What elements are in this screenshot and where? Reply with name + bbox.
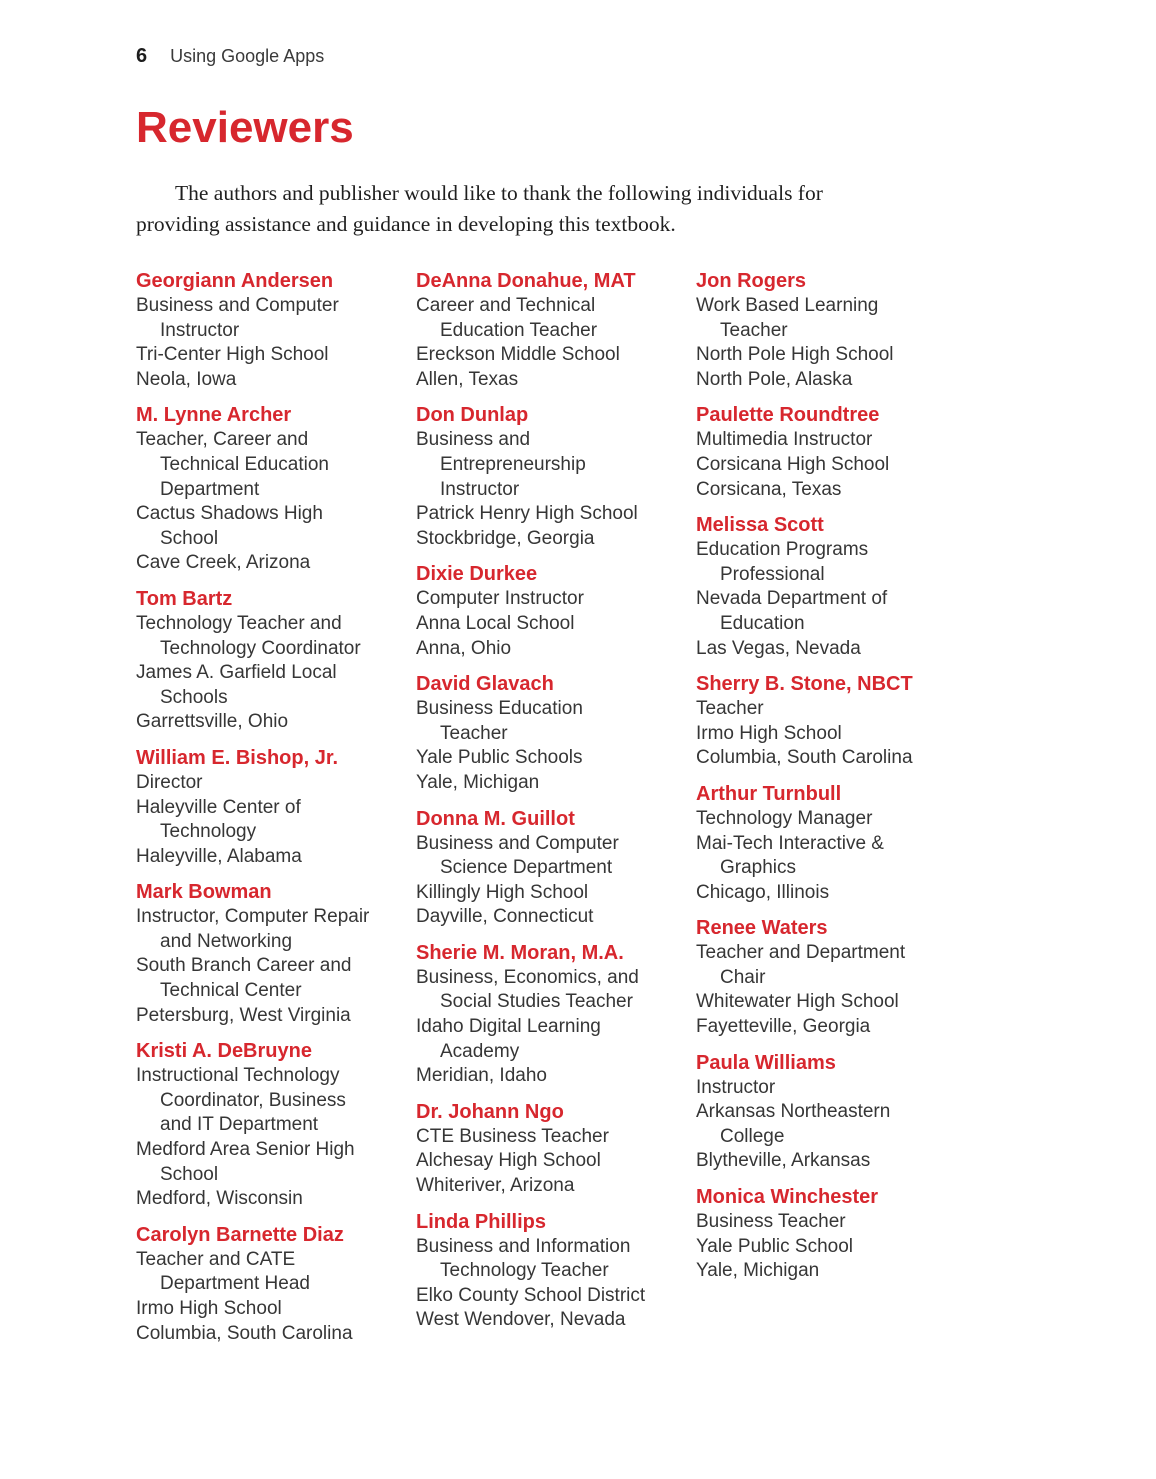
reviewer-detail-line: Instructor, Computer Repair (136, 906, 370, 928)
reviewer-detail-line: Department (160, 478, 260, 500)
reviewer-detail-line: Science Department (440, 857, 613, 879)
reviewer-name: William E. Bishop, Jr. (136, 746, 339, 769)
reviewer-detail-line: and Networking (160, 930, 293, 952)
reviewer-entry (696, 1185, 976, 1284)
reviewer-detail-line: Teacher, Career and (136, 429, 309, 451)
reviewer-detail-line: Arkansas Northeastern (696, 1101, 891, 1123)
running-header (136, 45, 1156, 68)
reviewer-entry (696, 782, 976, 905)
reviewer-detail-line: Nevada Department of (696, 588, 888, 610)
reviewer-detail-line: Work Based Learning (696, 295, 879, 316)
page-title: Reviewers (136, 103, 354, 152)
reviewer-detail-line: Yale Public Schools (416, 747, 583, 769)
reviewer-name: David Glavach (416, 673, 554, 696)
reviewer-entry (416, 807, 696, 930)
reviewer-detail-line: Whitewater High School (696, 991, 899, 1013)
reviewer-detail-line: Technical Education (160, 453, 329, 475)
reviewer-detail-line: Columbia, South Carolina (696, 747, 913, 769)
reviewer-entry (136, 403, 416, 576)
reviewer-detail-line: Director (136, 771, 203, 793)
reviewer-detail-line: Whiteriver, Arizona (416, 1175, 575, 1197)
reviewer-entry (696, 1051, 976, 1174)
reviewer-detail-line: Chicago, Illinois (696, 881, 830, 903)
reviewer-name: Don Dunlap (416, 404, 529, 427)
reviewer-name: Carolyn Barnette Diaz (136, 1223, 344, 1246)
reviewer-detail-line: North Pole High School (696, 344, 894, 366)
reviewer-detail-line: Stockbridge, Georgia (416, 527, 595, 549)
reviewer-detail-line: School (160, 1163, 219, 1185)
reviewer-detail-line: Teacher (696, 698, 764, 720)
reviewer-entry (416, 672, 696, 795)
reviewer-detail-line: Business and Information (416, 1235, 631, 1257)
reviewer-detail-line: Teacher and CATE (136, 1248, 296, 1270)
reviewer-detail-line: Technology Teacher and (136, 612, 342, 634)
reviewer-detail-line: CTE Business Teacher (416, 1125, 609, 1147)
reviewer-name: Georgiann Andersen (136, 270, 334, 292)
reviewer-detail-line: Education Programs (696, 539, 869, 561)
reviewer-name: Paula Williams (696, 1051, 836, 1074)
reviewer-detail-line: Education (720, 612, 805, 634)
reviewer-detail-line: Business Teacher (696, 1211, 846, 1233)
reviewer-entry (136, 269, 416, 392)
reviewer-detail-line: Computer Instructor (416, 588, 584, 610)
reviewer-detail-line: Medford Area Senior High (136, 1139, 355, 1161)
reviewer-entry (136, 746, 416, 869)
reviewer-detail-line: Dayville, Connecticut (416, 906, 594, 928)
reviewer-detail-line: Anna Local School (416, 612, 575, 634)
reviewer-name: Linda Phillips (416, 1210, 547, 1233)
reviewer-detail-line: Technology Manager (696, 807, 873, 829)
reviewer-entry (416, 269, 696, 392)
reviewer-name: Arthur Turnbull (696, 782, 842, 805)
reviewer-entry (136, 1223, 416, 1346)
reviewer-detail-line: Technology Teacher (440, 1260, 609, 1282)
reviewers-columns (136, 269, 1156, 1357)
reviewers-column-1 (136, 269, 416, 1357)
reviewer-detail-line: Social Studies Teacher (440, 991, 633, 1013)
reviewer-entry (416, 1210, 696, 1333)
reviewer-detail-line: Technology Coordinator (160, 637, 361, 659)
reviewer-entry (416, 403, 696, 551)
reviewer-entry (696, 269, 976, 392)
reviewer-detail-line: Petersburg, West Virginia (136, 1004, 351, 1026)
reviewer-detail-line: Teacher (720, 319, 788, 341)
page-number: 6 (136, 45, 148, 67)
reviewer-detail-line: Neola, Iowa (136, 368, 237, 390)
reviewer-detail-line: Business and (416, 429, 531, 451)
reviewer-name: Sherry B. Stone, NBCT (696, 673, 913, 696)
reviewer-detail-line: Cactus Shadows High (136, 503, 323, 525)
reviewer-detail-line: College (720, 1125, 785, 1147)
reviewer-detail-line: Haleyville Center of (136, 796, 301, 818)
reviewer-detail-line: Las Vegas, Nevada (696, 637, 861, 659)
reviewer-detail-line: Idaho Digital Learning (416, 1016, 601, 1038)
reviewer-detail-line: Fayetteville, Georgia (696, 1016, 871, 1038)
reviewer-detail-line: Entrepreneurship (440, 453, 586, 475)
reviewer-name: Mark Bowman (136, 881, 272, 904)
reviewer-detail-line: Corsicana High School (696, 453, 890, 475)
reviewer-detail-line: Elko County School District (416, 1284, 646, 1306)
reviewer-entry (416, 941, 696, 1089)
reviewer-entry (136, 880, 416, 1028)
reviewer-detail-line: Tri-Center High School (136, 344, 329, 366)
reviewers-column-2 (416, 269, 696, 1344)
reviewer-detail-line: Yale, Michigan (416, 771, 540, 793)
reviewer-detail-line: North Pole, Alaska (696, 368, 853, 390)
reviewer-detail-line: James A. Garfield Local (136, 662, 337, 684)
reviewer-detail-line: Irmo High School (696, 722, 842, 744)
reviewer-detail-line: Business Education (416, 698, 583, 720)
reviewer-entry (696, 513, 976, 661)
intro-line: providing assistance and guidance in developing this textbook. (136, 212, 676, 236)
reviewer-detail-line: Cave Creek, Arizona (136, 552, 311, 574)
intro-paragraph (136, 178, 1156, 240)
reviewer-detail-line: Chair (720, 966, 766, 988)
reviewer-entry (136, 1039, 416, 1212)
reviewer-name: Donna M. Guillot (416, 807, 575, 830)
reviewer-detail-line: Career and Technical (416, 295, 596, 316)
reviewer-name: Kristi A. DeBruyne (136, 1040, 312, 1063)
reviewer-detail-line: Academy (440, 1040, 520, 1062)
reviewer-detail-line: Yale, Michigan (696, 1260, 820, 1282)
reviewer-detail-line: Haleyville, Alabama (136, 845, 302, 867)
reviewer-detail-line: Allen, Texas (416, 368, 519, 390)
reviewer-detail-line: Instructor (160, 319, 240, 341)
reviewer-detail-line: Meridian, Idaho (416, 1065, 547, 1087)
reviewer-detail-line: Instructor (696, 1076, 776, 1098)
reviewer-detail-line: Multimedia Instructor (696, 429, 873, 451)
reviewer-detail-line: Education Teacher (440, 319, 598, 341)
reviewer-detail-line: Mai-Tech Interactive & (696, 832, 884, 854)
reviewer-detail-line: Technology (160, 821, 257, 843)
reviewer-entry (696, 403, 976, 502)
reviewer-detail-line: Business and Computer (416, 832, 619, 854)
reviewer-name: Tom Bartz (136, 587, 233, 610)
reviewer-detail-line: Department Head (160, 1273, 310, 1295)
reviewer-name: Dixie Durkee (416, 563, 538, 586)
reviewer-detail-line: Garrettsville, Ohio (136, 711, 289, 733)
reviewer-detail-line: Coordinator, Business (160, 1089, 346, 1111)
reviewer-detail-line: Professional (720, 563, 825, 585)
reviewer-entry (136, 587, 416, 735)
running-head-title: Using Google Apps (170, 46, 325, 66)
reviewer-detail-line: School (160, 527, 219, 549)
reviewer-detail-line: Instructional Technology (136, 1065, 340, 1087)
reviewer-name: Paulette Roundtree (696, 404, 880, 427)
reviewer-detail-line: Patrick Henry High School (416, 503, 638, 525)
reviewer-detail-line: Yale Public School (696, 1235, 854, 1257)
intro-line: The authors and publisher would like to thank the following individuals for (175, 181, 823, 205)
reviewer-detail-line: Blytheville, Arkansas (696, 1150, 871, 1172)
reviewer-name: Jon Rogers (696, 270, 807, 292)
reviewer-entry (416, 1100, 696, 1199)
reviewer-detail-line: Teacher and Department (696, 942, 906, 964)
reviewer-entry (416, 562, 696, 661)
reviewer-entry (696, 672, 976, 771)
reviewer-detail-line: Killingly High School (416, 881, 589, 903)
reviewer-detail-line: Anna, Ohio (416, 637, 512, 659)
reviewer-detail-line: Business and Computer (136, 295, 339, 316)
reviewer-detail-line: Corsicana, Texas (696, 478, 842, 500)
reviewer-detail-line: Instructor (440, 478, 520, 500)
reviewer-detail-line: South Branch Career and (136, 955, 352, 977)
reviewer-detail-line: Teacher (440, 722, 508, 744)
reviewer-name: M. Lynne Archer (136, 404, 292, 427)
reviewer-detail-line: Alchesay High School (416, 1150, 601, 1172)
reviewer-detail-line: Irmo High School (136, 1298, 282, 1319)
reviewer-name: Dr. Johann Ngo (416, 1100, 564, 1123)
reviewer-name: Melissa Scott (696, 514, 824, 537)
reviewer-name: Renee Waters (696, 917, 828, 940)
reviewer-name: Monica Winchester (696, 1186, 879, 1209)
reviewer-detail-line: West Wendover, Nevada (416, 1309, 626, 1331)
reviewer-detail-line: Ereckson Middle School (416, 344, 620, 366)
reviewers-column-3 (696, 269, 976, 1295)
reviewer-detail-line: Business, Economics, and (416, 966, 639, 988)
reviewer-detail-line: Technical Center (160, 980, 302, 1002)
reviewer-entry (696, 916, 976, 1039)
reviewer-name: DeAnna Donahue, MAT (416, 270, 636, 292)
reviewer-name: Sherie M. Moran, M.A. (416, 941, 624, 964)
reviewer-detail-line: Medford, Wisconsin (136, 1188, 303, 1210)
reviewer-detail-line: Columbia, South Carolina (136, 1322, 353, 1344)
reviewer-detail-line: Schools (160, 686, 228, 708)
reviewer-detail-line: and IT Department (160, 1114, 319, 1136)
reviewer-detail-line: Graphics (720, 857, 797, 879)
